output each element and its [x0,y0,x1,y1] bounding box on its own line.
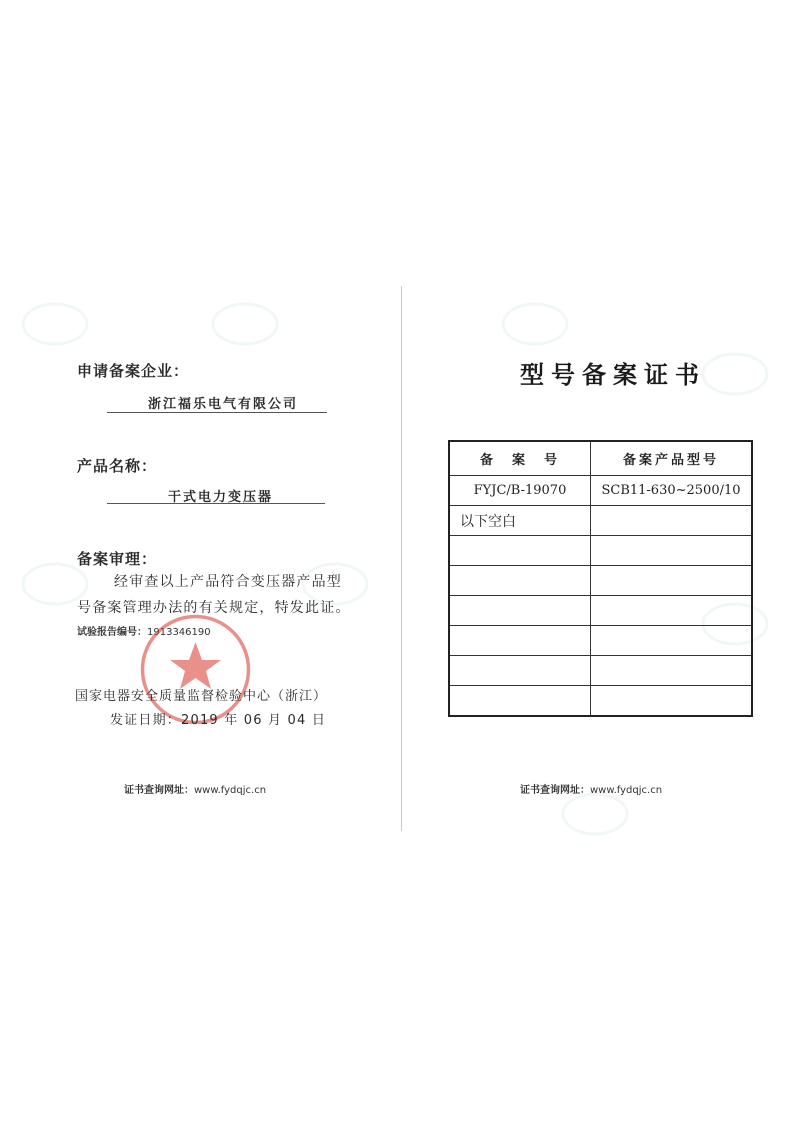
query-url-label: 证书查询网址： [124,785,194,796]
applicant-value: 浙江福乐电气有限公司 [148,397,299,412]
query-url-label: 证书查询网址： [520,785,590,796]
applicant-label: 申请备案企业： [77,362,190,380]
product-model-cell: SCB11-630~2500/10 [591,476,753,506]
table-row [449,536,752,566]
column-header-record-number: 备 案 号 [449,441,591,476]
certificate-title: 型号备案证书 [520,361,706,389]
issue-date: 发证日期：2019 年 06 月 04 日 [110,713,327,728]
blank-note-cell: 以下空白 [449,506,591,536]
query-url-link[interactable]: www.fydqjc.cn [590,785,663,796]
table-row [449,506,752,536]
product-underline [107,503,325,504]
watermark-logo [210,300,280,348]
product-label: 产品名称： [77,457,158,475]
table-row [449,626,752,656]
product-model-cell [591,566,753,596]
watermark-logo [500,300,570,348]
table-row [449,596,752,626]
product-model-cell [591,626,753,656]
watermark-logo [700,350,770,398]
left-query-url [124,781,266,796]
report-number-label: 试验报告编号： [77,627,147,638]
record-number-cell [449,566,591,596]
product-value: 干式电力变压器 [168,490,274,505]
product-model-cell [591,596,753,626]
product-model-cell [591,656,753,686]
table-row [449,476,752,506]
query-url-link[interactable]: www.fydqjc.cn [194,785,267,796]
applicant-underline [107,412,327,413]
product-model-cell [591,686,753,717]
right-query-url [520,781,662,796]
watermark-logo [20,300,90,348]
product-model-cell [591,536,753,566]
record-number-cell [449,686,591,717]
record-number-cell [449,536,591,566]
issuer-name: 国家电器安全质量监督检验中心（浙江） [75,689,328,704]
review-text-line-1: 经审查以上产品符合变压器产品型 [114,574,342,590]
column-header-product-model: 备案产品型号 [591,441,753,476]
table-row [449,656,752,686]
product-model-cell [591,506,753,536]
record-number-cell: FYJC/B-19070 [449,476,591,506]
table-header-row [449,441,752,476]
page-fold-divider [401,286,402,831]
review-text-line-2: 号备案管理办法的有关规定，特发此证。 [77,600,351,616]
watermark-logo [560,790,630,838]
table-row [449,566,752,596]
record-table [448,440,753,717]
record-number-cell [449,596,591,626]
review-label: 备案审理： [77,550,158,568]
table-row [449,686,752,717]
record-number-cell [449,656,591,686]
report-number-value: 1913346190 [147,627,211,638]
record-number-cell [449,626,591,656]
